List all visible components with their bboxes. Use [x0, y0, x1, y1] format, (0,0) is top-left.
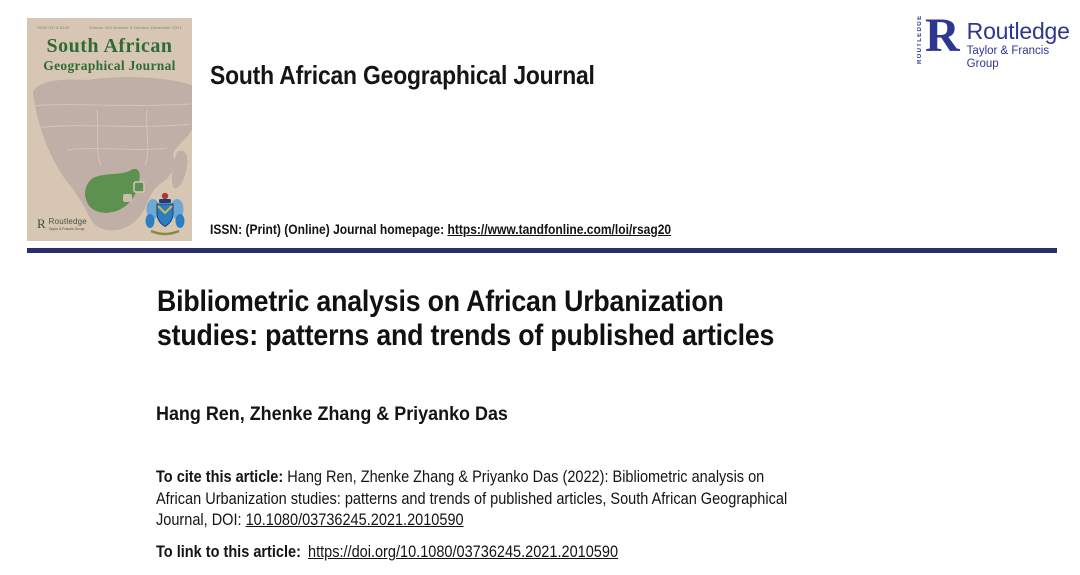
citation-line1: To cite this article: Hang Ren, Zhenke Zhang & Priyanko Das (2022): Bibliometric analysis on: [156, 468, 765, 486]
cover-routledge-imprint: [37, 218, 87, 231]
routledge-r-icon: R: [925, 9, 960, 62]
citation-line3: Journal, DOI: 10.1080/03736245.2021.2010590: [156, 511, 464, 530]
routledge-logo: [917, 9, 1080, 70]
journal-homepage-link[interactable]: https://www.tandfonline.com/loi/rsag20: [447, 221, 672, 237]
cover-microtext: [27, 25, 192, 30]
article-link-line: [156, 543, 618, 562]
header-divider-rule: [27, 248, 1057, 253]
doi-link[interactable]: 10.1080/03736245.2021.2010590: [245, 511, 464, 530]
cover-issn-text: ISSN 0373-6245: [37, 25, 70, 30]
taylor-francis-tagline: Taylor & Francis Group: [966, 45, 1050, 70]
citation-line2: African Urbanization studies: patterns and trends of published articles, South African Geographical: [156, 489, 788, 508]
cover-title-line2: Geographical Journal: [43, 58, 176, 73]
article-authors: Hang Ren, Zhenke Zhang & Priyanko Das: [156, 403, 508, 425]
cover-title-line1: South African: [46, 35, 173, 57]
article-title: [157, 285, 774, 353]
routledge-r-glyph: R: [37, 216, 46, 231]
cite-label: To cite this article:: [156, 468, 284, 486]
cover-journal-title: [27, 35, 192, 73]
article-title-line1: Bibliometric analysis on African Urbanization: [157, 285, 724, 318]
issn-homepage-line: [210, 221, 671, 237]
journal-cover-image: [27, 18, 192, 241]
issn-prefix: ISSN: (Print) (Online) Journal homepage:: [210, 221, 448, 237]
cover-issue-text: Volume 103 Number 4 October-December 2021: [88, 25, 182, 30]
link-label: To link to this article:: [156, 543, 301, 561]
article-title-line2: studies: patterns and trends of published articles: [157, 319, 775, 352]
article-doi-url-link[interactable]: https://doi.org/10.1080/03736245.2021.2010590: [307, 543, 619, 561]
coat-of-arms-icon: [142, 190, 188, 236]
routledge-imprint-name: Routledge: [48, 217, 87, 226]
routledge-vertical-text: ROUTLEDGE: [917, 14, 923, 64]
routledge-wordmark: Routledge: [966, 18, 1070, 44]
journal-name-heading: South African Geographical Journal: [210, 60, 595, 90]
routledge-imprint-tagline: Taylor & Francis Group: [48, 227, 85, 231]
citation-block: [156, 467, 787, 532]
